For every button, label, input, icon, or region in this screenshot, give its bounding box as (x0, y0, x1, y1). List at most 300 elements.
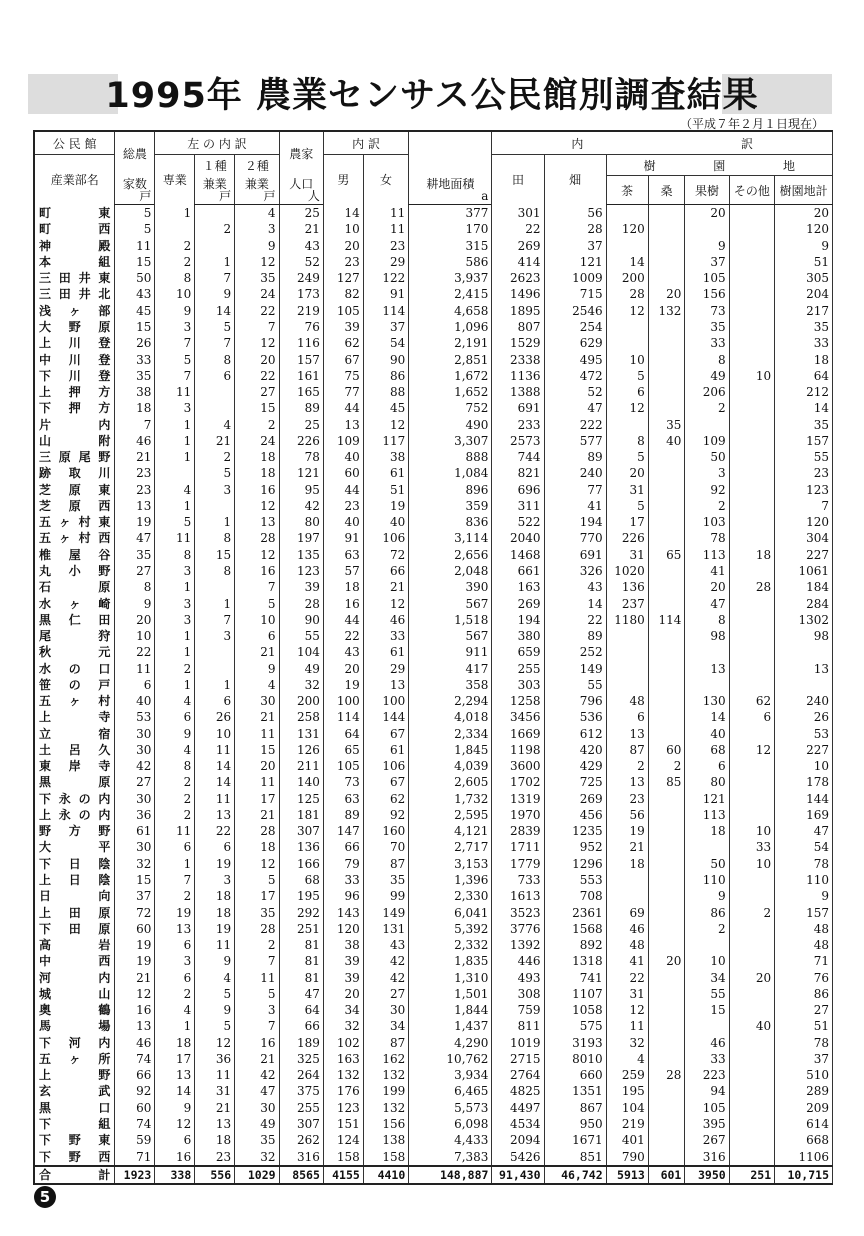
table-cell (606, 888, 648, 904)
table-cell: 19 (115, 953, 155, 969)
table-cell: 109 (323, 433, 363, 449)
table-cell: 138 (363, 1132, 408, 1148)
table-cell: 169 (775, 807, 833, 823)
table-cell: 87 (363, 1035, 408, 1051)
row-name: 五ヶ村 (34, 693, 115, 709)
table-cell: 13 (685, 660, 729, 676)
table-cell: 33 (115, 351, 155, 367)
table-cell: 35 (775, 319, 833, 335)
table-cell: 181 (279, 807, 323, 823)
table-cell: 157 (775, 433, 833, 449)
total-cell: 556 (195, 1166, 235, 1184)
table-cell (648, 1051, 685, 1067)
table-cell: 5 (606, 368, 648, 384)
table-row (34, 693, 833, 709)
table-cell: 390 (409, 579, 492, 595)
table-cell: 105 (685, 1100, 729, 1116)
table-cell: 61 (363, 465, 408, 481)
table-cell: 2,334 (409, 726, 492, 742)
table-cell: 20 (115, 612, 155, 628)
table-cell: 567 (409, 595, 492, 611)
table-cell: 89 (544, 449, 606, 465)
table-cell: 8 (685, 351, 729, 367)
table-cell: 99 (363, 888, 408, 904)
table-cell: 75 (323, 368, 363, 384)
table-cell: 1 (155, 628, 195, 644)
table-cell: 46 (363, 612, 408, 628)
table-cell: 2 (155, 254, 195, 270)
table-cell: 51 (775, 254, 833, 270)
table-cell: 1 (155, 856, 195, 872)
table-cell: 490 (409, 416, 492, 432)
table-cell: 114 (648, 612, 685, 628)
table-cell: 78 (685, 530, 729, 546)
table-cell: 31 (606, 547, 648, 563)
table-cell: 45 (115, 303, 155, 319)
table-cell: 240 (544, 465, 606, 481)
header-sono: 総農 (115, 131, 155, 176)
header-kochi-a (409, 176, 492, 205)
table-cell: 102 (323, 1035, 363, 1051)
table-cell: 35 (235, 904, 279, 920)
table-cell: 114 (363, 303, 408, 319)
table-cell: 194 (544, 514, 606, 530)
row-name: 野方野 (34, 823, 115, 839)
table-cell (648, 579, 685, 595)
table-cell: 13 (115, 498, 155, 514)
table-cell: 21 (363, 579, 408, 595)
table-cell: 240 (775, 693, 833, 709)
table-cell: 72 (115, 904, 155, 920)
row-name: 水の口 (34, 660, 115, 676)
row-name: 上日陰 (34, 872, 115, 888)
table-cell (729, 612, 774, 628)
table-cell: 61 (363, 742, 408, 758)
table-row (34, 1100, 833, 1116)
table-cell: 495 (544, 351, 606, 367)
table-cell: 18 (323, 579, 363, 595)
table-cell (729, 400, 774, 416)
table-cell: 19 (195, 921, 235, 937)
table-cell: 401 (606, 1132, 648, 1148)
table-cell (648, 823, 685, 839)
table-cell: 11 (235, 969, 279, 985)
table-cell: 52 (279, 254, 323, 270)
table-cell: 8 (195, 530, 235, 546)
table-row (34, 1002, 833, 1018)
table-cell: 66 (323, 839, 363, 855)
table-cell: 30 (235, 1100, 279, 1116)
row-name: 下野東 (34, 1132, 115, 1148)
header-juen (606, 155, 832, 176)
table-cell: 2 (685, 498, 729, 514)
header-uchi-wake (492, 131, 833, 155)
table-cell: 30 (115, 839, 155, 855)
table-cell: 2 (648, 758, 685, 774)
table-cell: 21 (235, 1051, 279, 1067)
table-cell: 2,605 (409, 774, 492, 790)
table-cell: 292 (279, 904, 323, 920)
table-cell: 33 (775, 335, 833, 351)
table-cell (729, 872, 774, 888)
table-cell: 143 (323, 904, 363, 920)
table-cell: 63 (323, 791, 363, 807)
table-cell (729, 449, 774, 465)
row-name: 神 殿 (34, 238, 115, 254)
table-cell: 158 (323, 1148, 363, 1165)
table-cell: 17 (235, 791, 279, 807)
table-cell: 52 (544, 384, 606, 400)
table-cell: 161 (279, 368, 323, 384)
table-cell: 106 (363, 758, 408, 774)
table-cell: 32 (606, 1035, 648, 1051)
table-cell (729, 758, 774, 774)
table-cell: 6 (235, 628, 279, 644)
table-cell: 7 (195, 612, 235, 628)
table-cell: 2 (606, 758, 648, 774)
table-cell: 79 (323, 856, 363, 872)
table-cell: 14 (195, 303, 235, 319)
table-cell: 22 (606, 969, 648, 985)
table-row (34, 514, 833, 530)
table-cell: 7 (235, 953, 279, 969)
table-cell: 1,844 (409, 1002, 492, 1018)
table-cell: 8 (115, 579, 155, 595)
table-cell: 2573 (492, 433, 544, 449)
table-cell: 16 (235, 1035, 279, 1051)
table-cell (648, 660, 685, 676)
table-cell: 86 (775, 986, 833, 1002)
header-jinko-nin (279, 176, 323, 205)
table-cell (729, 677, 774, 693)
total-cell: 5913 (606, 1166, 648, 1184)
header-senyo: 専業 (155, 155, 195, 205)
table-cell: 1180 (606, 612, 648, 628)
row-name: 山 附 (34, 433, 115, 449)
table-cell: 267 (685, 1132, 729, 1148)
table-cell: 37 (775, 1051, 833, 1067)
table-cell: 77 (544, 482, 606, 498)
table-cell (648, 254, 685, 270)
row-name: 東岸寺 (34, 758, 115, 774)
table-cell: 125 (279, 791, 323, 807)
table-cell: 98 (775, 628, 833, 644)
table-cell: 7 (195, 270, 235, 286)
table-cell (729, 416, 774, 432)
table-cell: 1711 (492, 839, 544, 855)
total-row (34, 1166, 833, 1184)
table-cell (729, 335, 774, 351)
table-cell: 123 (279, 563, 323, 579)
table-cell (729, 953, 774, 969)
table-cell: 575 (544, 1018, 606, 1034)
table-cell: 156 (363, 1116, 408, 1132)
row-name: 上 野 (34, 1067, 115, 1083)
table-cell: 395 (685, 1116, 729, 1132)
table-cell: 32 (279, 677, 323, 693)
table-cell: 42 (115, 758, 155, 774)
table-cell: 87 (606, 742, 648, 758)
table-cell: 867 (544, 1100, 606, 1116)
table-row (34, 726, 833, 742)
table-cell: 264 (279, 1067, 323, 1083)
table-row (34, 416, 833, 432)
table-cell: 304 (775, 530, 833, 546)
table-cell: 67 (363, 726, 408, 742)
table-row (34, 986, 833, 1002)
table-cell: 165 (279, 384, 323, 400)
table-cell: 94 (685, 1083, 729, 1099)
table-cell: 78 (279, 449, 323, 465)
table-cell: 6 (685, 758, 729, 774)
table-cell: 950 (544, 1116, 606, 1132)
table-cell: 71 (115, 1148, 155, 1165)
table-cell (685, 644, 729, 660)
table-cell (729, 807, 774, 823)
table-cell: 14 (195, 758, 235, 774)
table-cell: 40 (685, 726, 729, 742)
table-cell (648, 921, 685, 937)
table-cell: 691 (544, 547, 606, 563)
table-cell: 1392 (492, 937, 544, 953)
table-cell: 1351 (544, 1083, 606, 1099)
table-cell: 759 (492, 1002, 544, 1018)
row-name: 馬 場 (34, 1018, 115, 1034)
row-name: 本 組 (34, 254, 115, 270)
table-cell: 53 (115, 709, 155, 725)
table-cell: 36 (115, 807, 155, 823)
table-cell: 20 (685, 205, 729, 222)
header-kengyo-2: 兼業 (244, 176, 269, 191)
row-name: 大野原 (34, 319, 115, 335)
table-cell (606, 319, 648, 335)
header-uchi: 内 (571, 136, 584, 151)
table-cell: 1,845 (409, 742, 492, 758)
table-cell: 95 (279, 482, 323, 498)
table-cell: 158 (363, 1148, 408, 1165)
table-cell: 20 (235, 351, 279, 367)
table-cell: 1319 (492, 791, 544, 807)
table-cell: 836 (409, 514, 492, 530)
table-cell: 2,332 (409, 937, 492, 953)
header-onna: 女 (363, 155, 408, 205)
table-cell (729, 351, 774, 367)
table-cell: 55 (775, 449, 833, 465)
table-cell: 16 (235, 482, 279, 498)
table-cell: 2 (155, 888, 195, 904)
table-cell: 123 (775, 482, 833, 498)
table-cell: 629 (544, 335, 606, 351)
table-cell: 2,851 (409, 351, 492, 367)
table-cell: 30 (363, 1002, 408, 1018)
table-cell: 12 (606, 303, 648, 319)
table-cell: 1,096 (409, 319, 492, 335)
table-cell: 8 (195, 563, 235, 579)
table-cell: 27 (115, 774, 155, 790)
table-cell: 5 (115, 205, 155, 222)
table-cell: 66 (279, 1018, 323, 1034)
row-name: 黒 口 (34, 1100, 115, 1116)
table-cell (195, 384, 235, 400)
table-cell: 2,415 (409, 286, 492, 302)
table-cell: 796 (544, 693, 606, 709)
table-cell (729, 514, 774, 530)
table-cell: 20 (235, 758, 279, 774)
table-cell: 252 (544, 644, 606, 660)
table-cell: 12 (195, 1035, 235, 1051)
table-cell (606, 677, 648, 693)
table-cell: 46 (115, 433, 155, 449)
table-cell: 33 (729, 839, 774, 855)
table-cell: 6 (155, 839, 195, 855)
table-cell (729, 1100, 774, 1116)
table-cell: 6 (155, 937, 195, 953)
table-cell: 2 (235, 416, 279, 432)
table-cell: 110 (775, 872, 833, 888)
table-cell: 3 (155, 612, 195, 628)
table-cell (729, 921, 774, 937)
table-cell: 420 (544, 742, 606, 758)
table-cell: 81 (279, 969, 323, 985)
table-cell: 2546 (544, 303, 606, 319)
table-cell: 72 (363, 547, 408, 563)
table-cell: 4 (195, 969, 235, 985)
table-row (34, 449, 833, 465)
table-cell (648, 335, 685, 351)
table-cell (195, 238, 235, 254)
table-cell (648, 563, 685, 579)
table-cell (648, 1100, 685, 1116)
table-cell: 170 (409, 221, 492, 237)
table-cell (606, 872, 648, 888)
table-cell: 87 (363, 856, 408, 872)
row-name: 三原尾野 (34, 449, 115, 465)
table-cell: 28 (606, 286, 648, 302)
table-cell: 5 (195, 1018, 235, 1034)
table-cell (606, 205, 648, 222)
row-name: 五ヶ村東 (34, 514, 115, 530)
table-cell: 53 (775, 726, 833, 742)
table-cell: 269 (492, 238, 544, 254)
table-cell: 4 (235, 677, 279, 693)
table-cell: 73 (323, 774, 363, 790)
table-cell: 1009 (544, 270, 606, 286)
table-row (34, 221, 833, 237)
table-cell: 2,191 (409, 335, 492, 351)
table-cell: 659 (492, 644, 544, 660)
table-cell: 4497 (492, 1100, 544, 1116)
table-cell (195, 205, 235, 222)
table-cell: 4 (195, 416, 235, 432)
row-name: 黒 原 (34, 774, 115, 790)
table-cell: 163 (492, 579, 544, 595)
header-chi: 地 (782, 158, 795, 173)
table-cell: 226 (606, 530, 648, 546)
table-cell: 11 (155, 384, 195, 400)
table-cell: 35 (685, 319, 729, 335)
header-unit-ko: 戸 (139, 188, 152, 203)
row-name: 中 西 (34, 953, 115, 969)
table-cell: 160 (363, 823, 408, 839)
table-cell: 26 (115, 335, 155, 351)
table-cell: 5,573 (409, 1100, 492, 1116)
table-cell: 315 (409, 238, 492, 254)
table-row (34, 774, 833, 790)
table-cell (729, 1035, 774, 1051)
table-cell: 269 (492, 595, 544, 611)
table-cell: 37 (685, 254, 729, 270)
table-cell: 1296 (544, 856, 606, 872)
total-label: 合 計 (34, 1166, 115, 1184)
table-cell: 11 (606, 1018, 648, 1034)
table-cell: 2 (155, 774, 195, 790)
table-cell: 22 (115, 644, 155, 660)
table-cell (606, 335, 648, 351)
table-cell (729, 726, 774, 742)
table-cell: 13 (606, 774, 648, 790)
table-cell: 43 (115, 286, 155, 302)
table-cell: 76 (775, 969, 833, 985)
table-row (34, 709, 833, 725)
table-cell: 2 (155, 791, 195, 807)
row-name: 浅ヶ部 (34, 303, 115, 319)
table-cell: 3456 (492, 709, 544, 725)
table-cell: 1061 (775, 563, 833, 579)
table-row (34, 351, 833, 367)
table-cell: 49 (235, 1116, 279, 1132)
table-row (34, 758, 833, 774)
table-cell: 135 (279, 547, 323, 563)
table-row (34, 205, 833, 222)
table-cell (648, 595, 685, 611)
table-cell: 66 (363, 563, 408, 579)
table-cell: 326 (544, 563, 606, 579)
table-cell: 1 (155, 677, 195, 693)
table-cell: 7,383 (409, 1148, 492, 1165)
table-cell: 9 (195, 286, 235, 302)
table-cell: 11 (363, 221, 408, 237)
table-cell: 194 (492, 612, 544, 628)
date-note: （平成７年２月１日現在） (679, 117, 824, 131)
table-cell: 80 (685, 774, 729, 790)
table-cell: 132 (363, 1100, 408, 1116)
table-row (34, 742, 833, 758)
table-cell: 121 (279, 465, 323, 481)
table-cell: 375 (279, 1083, 323, 1099)
row-name: 下川登 (34, 368, 115, 384)
table-cell: 85 (648, 774, 685, 790)
table-cell: 1,501 (409, 986, 492, 1002)
table-cell: 126 (279, 742, 323, 758)
table-cell: 11 (235, 726, 279, 742)
table-cell: 49 (685, 368, 729, 384)
table-cell: 5 (235, 872, 279, 888)
table-cell: 10 (323, 221, 363, 237)
table-cell (685, 677, 729, 693)
table-cell (729, 238, 774, 254)
table-cell (648, 791, 685, 807)
table-cell: 1107 (544, 986, 606, 1002)
row-name: 下河内 (34, 1035, 115, 1051)
table-cell: 2 (155, 986, 195, 1002)
row-name: 下 組 (34, 1116, 115, 1132)
table-cell: 18 (729, 547, 774, 563)
table-cell (729, 205, 774, 222)
table-cell: 4,121 (409, 823, 492, 839)
table-row (34, 286, 833, 302)
table-cell: 50 (115, 270, 155, 286)
table-cell: 20 (648, 286, 685, 302)
